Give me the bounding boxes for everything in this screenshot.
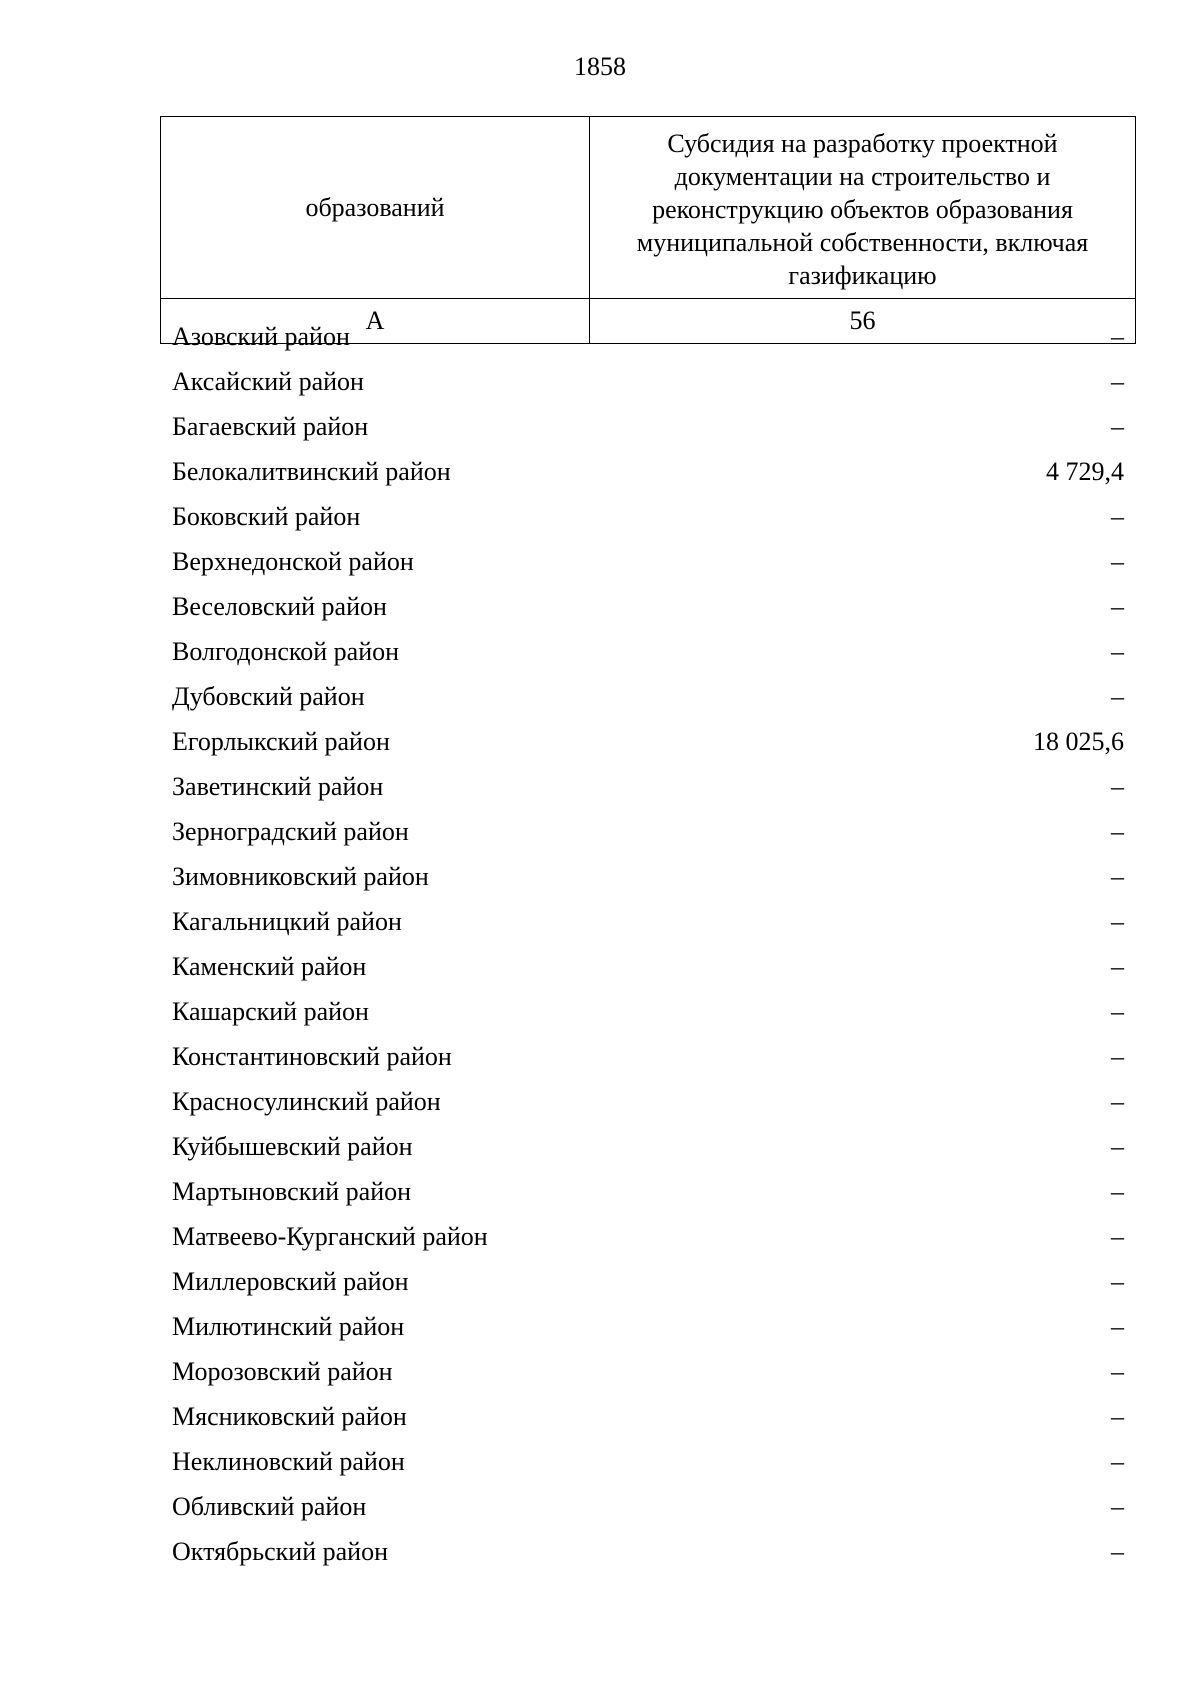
column-b-header: [590, 117, 1136, 299]
subsidy-value: –: [1111, 1491, 1124, 1521]
table-row: [172, 1349, 1124, 1394]
table-row: [172, 719, 1124, 764]
district-name: Зерноградский район: [172, 816, 409, 846]
district-name: Кашарский район: [172, 996, 369, 1026]
district-name: Миллеровский район: [172, 1266, 409, 1296]
district-name: Дубовский район: [172, 681, 365, 711]
district-name: Милютинский район: [172, 1311, 405, 1341]
district-name: Красносулинский район: [172, 1086, 441, 1116]
table-row: [172, 899, 1124, 944]
subsidy-value: –: [1111, 366, 1124, 396]
subsidy-value: –: [1111, 1041, 1124, 1071]
subsidy-value: –: [1111, 321, 1124, 351]
column-a-header: [161, 117, 590, 299]
district-name: Константиновский район: [172, 1041, 452, 1071]
table-row: [172, 584, 1124, 629]
subsidy-value: –: [1111, 951, 1124, 981]
district-name: Заветинский район: [172, 771, 384, 801]
subsidy-value: –: [1111, 546, 1124, 576]
subsidy-value: 4 729,4: [1046, 456, 1124, 486]
table-row: [172, 359, 1124, 404]
table-row: [172, 1259, 1124, 1304]
table-row: [172, 944, 1124, 989]
district-name: Аксайский район: [172, 366, 364, 396]
subsidy-value: –: [1111, 411, 1124, 441]
district-name: Зимовниковский район: [172, 861, 429, 891]
table-row: [172, 1079, 1124, 1124]
subsidy-value: –: [1111, 1086, 1124, 1116]
table-row: [172, 404, 1124, 449]
table-row: [172, 854, 1124, 899]
subsidy-value: –: [1111, 996, 1124, 1026]
subsidy-value: –: [1111, 1176, 1124, 1206]
district-name: Неклиновский район: [172, 1446, 405, 1476]
column-b-title: Субсидия на разработку проектной документации на строительство и реконструкцию объектов образования муниципальной собственности, включая газификацию: [636, 129, 1089, 290]
table-body: [172, 314, 1124, 1574]
page-number: 1858: [574, 52, 626, 81]
district-name: Азовский район: [172, 321, 350, 351]
district-name: Боковский район: [172, 501, 361, 531]
subsidy-value: –: [1111, 636, 1124, 666]
district-name: Багаевский район: [172, 411, 369, 441]
district-name: Мартыновский район: [172, 1176, 412, 1206]
table-row: [172, 1484, 1124, 1529]
table-row: [172, 1169, 1124, 1214]
subsidy-value: –: [1111, 1446, 1124, 1476]
table-row: [172, 764, 1124, 809]
district-name: Куйбышевский район: [172, 1131, 413, 1161]
subsidy-value: –: [1111, 1356, 1124, 1386]
subsidy-value: –: [1111, 861, 1124, 891]
subsidy-value: –: [1111, 591, 1124, 621]
district-name: Егорлыкский район: [172, 726, 390, 756]
district-name: Кагальницкий район: [172, 906, 402, 936]
district-name: Морозовский район: [172, 1356, 393, 1386]
table-row: [172, 1394, 1124, 1439]
table-header: [160, 116, 1136, 344]
district-name: Веселовский район: [172, 591, 387, 621]
table-row: [172, 1034, 1124, 1079]
table-row: [172, 494, 1124, 539]
subsidy-value: –: [1111, 1266, 1124, 1296]
table-row: [172, 989, 1124, 1034]
district-name: Верхнедонской район: [172, 546, 414, 576]
district-name: Октябрьский район: [172, 1536, 388, 1566]
district-name: Мясниковский район: [172, 1401, 407, 1431]
table-row: [172, 809, 1124, 854]
district-name: Волгодонской район: [172, 636, 400, 666]
table-row: [172, 1214, 1124, 1259]
district-name: Белокалитвинский район: [172, 456, 451, 486]
column-b-index: 56: [590, 299, 1136, 344]
district-name: Каменский район: [172, 951, 367, 981]
column-a-title: образований: [305, 192, 445, 222]
column-a-index: А: [161, 299, 590, 344]
subsidy-value: –: [1111, 501, 1124, 531]
table-row: [172, 1439, 1124, 1484]
subsidy-value: –: [1111, 1401, 1124, 1431]
table-row: [172, 449, 1124, 494]
table-row: [172, 539, 1124, 584]
table-header-row: [161, 117, 1136, 299]
district-name: Матвеево-Курганский район: [172, 1221, 488, 1251]
district-name: Обливский район: [172, 1491, 367, 1521]
subsidy-value: 18 025,6: [1033, 726, 1124, 756]
subsidy-value: –: [1111, 906, 1124, 936]
subsidy-value: –: [1111, 681, 1124, 711]
subsidy-value: –: [1111, 1131, 1124, 1161]
subsidy-value: –: [1111, 1311, 1124, 1341]
subsidy-value: –: [1111, 1536, 1124, 1566]
subsidy-value: –: [1111, 771, 1124, 801]
table-row: [172, 629, 1124, 674]
subsidy-value: –: [1111, 1221, 1124, 1251]
table-row: [172, 1124, 1124, 1169]
table-row: [172, 1304, 1124, 1349]
table-row: [172, 674, 1124, 719]
table-row: [172, 314, 1124, 359]
subsidy-value: –: [1111, 816, 1124, 846]
table-row: [172, 1529, 1124, 1574]
